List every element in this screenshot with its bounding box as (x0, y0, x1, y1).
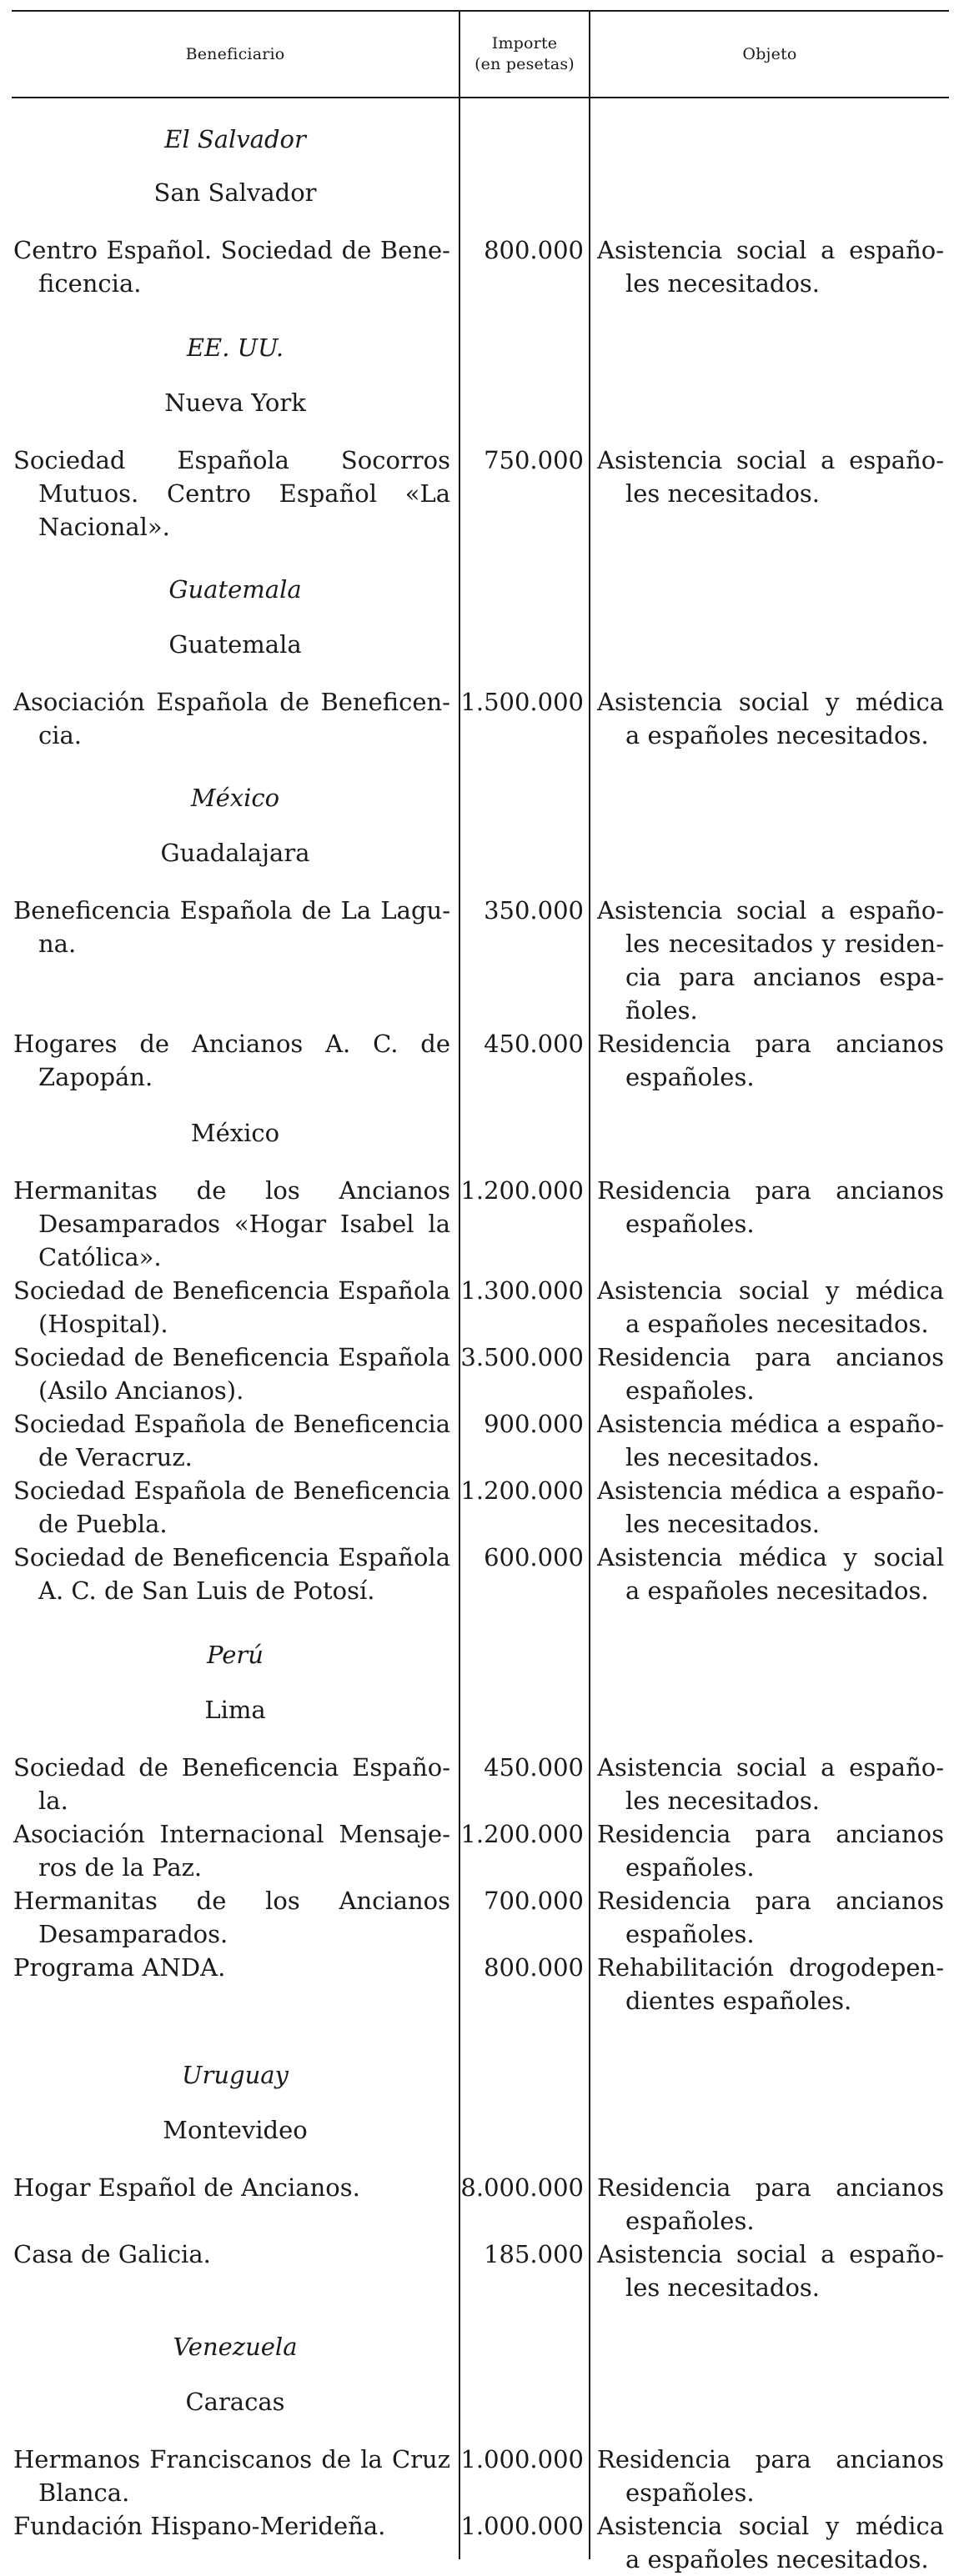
amount-cell: 1.200.000 (460, 1176, 584, 1205)
objeto-line: les necesitados. (625, 1510, 821, 1538)
beneficiary-line: Asociación Española de Beneficen- (13, 688, 450, 716)
beneficiary-line: Sociedad de Beneficencia Española (13, 1343, 450, 1371)
beneficiary-line: (Asilo Ancianos). (38, 1376, 244, 1405)
beneficiary-line: Sociedad de Beneficencia Española (13, 1276, 450, 1305)
beneficiary-line: Nacional». (38, 513, 170, 541)
beneficiary-line: de Puebla. (38, 1510, 168, 1538)
objeto-line: Residencia para ancianos (597, 1176, 944, 1205)
objeto-line: españoles. (625, 2207, 755, 2235)
beneficiary-line: ficencia. (38, 269, 142, 298)
objeto-line: Asistencia médica y social (597, 1543, 944, 1571)
beneficiary-line: (Hospital). (38, 1310, 168, 1338)
objeto-line: a españoles necesitados. (625, 1576, 929, 1605)
beneficiary-cell (13, 1274, 450, 1341)
beneficiary-line: na. (38, 930, 77, 958)
city-heading: Caracas (185, 2388, 285, 2416)
city-heading: Montevideo (163, 2116, 308, 2144)
objeto-cell (597, 1951, 944, 2017)
beneficiary-cell (13, 1174, 450, 1274)
objeto-cell (597, 1541, 944, 1607)
country-heading: El Salvador (164, 125, 306, 153)
beneficiary-cell (13, 233, 450, 300)
objeto-cell (597, 1751, 944, 1817)
beneficiary-line: Beneficencia Española de La Lagu- (13, 896, 450, 925)
objeto-line: Residencia para ancianos (597, 1343, 944, 1371)
beneficiary-line: Sociedad de Beneficencia Española (13, 1543, 450, 1571)
amount-cell: 700.000 (484, 1887, 584, 1915)
objeto-cell (597, 1474, 944, 1541)
beneficiary-cell (13, 1884, 450, 1951)
beneficiary-cell (13, 2509, 450, 2543)
beneficiary-line: Sociedad de Beneficencia Españo- (13, 1753, 450, 1782)
objeto-cell (597, 1027, 944, 1094)
beneficiary-line: Hogares de Ancianos A. C. de (13, 1030, 450, 1058)
beneficiary-cell (13, 894, 450, 960)
city-heading: San Salvador (153, 178, 317, 207)
amount-cell: 1.200.000 (460, 1820, 584, 1848)
beneficiary-line: cia. (38, 721, 83, 749)
beneficiary-cell (13, 1341, 450, 1407)
objeto-line: a españoles necesitados. (625, 2545, 929, 2573)
objeto-line: Residencia para ancianos (597, 2173, 944, 2202)
objeto-line: Residencia para ancianos (597, 1820, 944, 1848)
objeto-line: les necesitados. (625, 479, 821, 508)
objeto-line: dientes españoles. (625, 1987, 852, 2015)
objeto-line: ñoles. (625, 996, 698, 1025)
objeto-line: españoles. (625, 1210, 755, 1238)
beneficiary-line: Desamparados «Hogar Isabel la (38, 1210, 450, 1238)
beneficiary-cell (13, 685, 450, 752)
header-objeto-label: Objeto (742, 44, 797, 63)
header-beneficiario (12, 12, 459, 97)
beneficiary-cell (13, 1027, 450, 1094)
objeto-line: les necesitados y residen- (625, 930, 944, 958)
amount-cell: 1.200.000 (460, 1476, 584, 1505)
beneficiary-line: Mutuos. Centro Español «La (38, 479, 450, 508)
objeto-line: Residencia para ancianos (597, 1030, 944, 1058)
amount-cell: 600.000 (484, 1543, 584, 1571)
beneficiary-line: Sociedad Española Socorros (13, 446, 450, 474)
city-heading: Nueva York (164, 388, 306, 417)
objeto-cell (597, 444, 944, 510)
beneficiary-line: Programa ANDA. (13, 1953, 226, 1982)
city-heading: Guadalajara (160, 839, 310, 867)
objeto-line: Residencia para ancianos (597, 1887, 944, 1915)
amount-cell: 800.000 (484, 1953, 584, 1982)
objeto-line: españoles. (625, 1376, 755, 1405)
objeto-line: Asistencia social a españo- (597, 2240, 944, 2268)
objeto-cell (597, 2443, 944, 2509)
objeto-line: Asistencia social a españo- (597, 896, 944, 925)
header-objeto (590, 12, 949, 97)
amount-cell: 8.000.000 (460, 2173, 584, 2202)
amount-cell: 350.000 (484, 896, 584, 925)
beneficiary-line: Zapopán. (38, 1063, 153, 1091)
beneficiary-line: Hogar Español de Ancianos. (13, 2173, 360, 2202)
objeto-cell (597, 2238, 944, 2304)
beneficiary-line: Católica». (38, 1243, 162, 1271)
amount-cell: 800.000 (484, 236, 584, 264)
amount-cell: 1.300.000 (460, 1276, 584, 1305)
objeto-line: Asistencia médica a españo- (597, 1476, 944, 1505)
amount-cell: 3.500.000 (460, 1343, 584, 1371)
header-importe (460, 12, 589, 97)
objeto-cell (597, 1174, 944, 1240)
beneficiary-line: Centro Español. Sociedad de Bene- (13, 236, 450, 264)
objeto-line: españoles. (625, 1920, 755, 1948)
city-heading: México (190, 1119, 280, 1147)
header-importe-unit: (en pesetas) (474, 55, 575, 73)
city-heading: Lima (204, 1696, 266, 1724)
amount-cell: 900.000 (484, 1410, 584, 1438)
amount-cell: 1.000.000 (460, 2445, 584, 2473)
beneficiary-cell (13, 2171, 450, 2204)
amount-cell: 185.000 (484, 2240, 584, 2268)
objeto-cell (597, 233, 944, 300)
amount-cell: 750.000 (484, 446, 584, 474)
objeto-line: Rehabilitación drogodepen- (597, 1953, 944, 1982)
amount-cell: 450.000 (484, 1030, 584, 1058)
beneficiary-cell (13, 1474, 450, 1541)
city-heading: Guatemala (168, 630, 302, 659)
country-heading: EE. UU. (186, 333, 284, 362)
header-beneficiario-label: Beneficiario (185, 44, 285, 63)
objeto-line: Residencia para ancianos (597, 2445, 944, 2473)
beneficiary-line: Blanca. (38, 2478, 130, 2507)
objeto-line: españoles. (625, 2478, 755, 2507)
country-heading: Uruguay (182, 2061, 289, 2089)
beneficiary-line: Asociación Internacional Mensaje- (13, 1820, 450, 1848)
beneficiary-cell (13, 2443, 450, 2509)
beneficiary-line: A. C. de San Luis de Potosí. (38, 1576, 375, 1605)
beneficiary-line: Hermanitas de los Ancianos (13, 1887, 450, 1915)
beneficiary-cell (13, 1817, 450, 1884)
amount-cell: 450.000 (484, 1753, 584, 1782)
objeto-line: cia para ancianos espa- (625, 963, 944, 991)
objeto-cell (597, 1341, 944, 1407)
beneficiary-line: Sociedad Española de Beneficencia (13, 1476, 450, 1505)
objeto-line: Asistencia social a españo- (597, 236, 944, 264)
objeto-cell (597, 685, 944, 752)
beneficiary-line: Sociedad Española de Beneficencia (13, 1410, 450, 1438)
beneficiary-cell (13, 2238, 450, 2271)
beneficiary-cell (13, 1951, 450, 1984)
beneficiary-line: ros de la Paz. (38, 1853, 203, 1882)
country-heading: México (190, 784, 280, 812)
beneficiary-line: Hermanos Franciscanos de la Cruz (13, 2445, 450, 2473)
objeto-line: españoles. (625, 1853, 755, 1882)
objeto-line: a españoles necesitados. (625, 1310, 929, 1338)
objeto-line: Asistencia médica a españo- (597, 1410, 944, 1438)
beneficiary-line: la. (38, 1787, 68, 1815)
objeto-cell (597, 1884, 944, 1951)
country-heading: Perú (207, 1641, 264, 1669)
beneficiary-cell (13, 1751, 450, 1817)
objeto-cell (597, 2171, 944, 2238)
objeto-line: les necesitados. (625, 269, 821, 298)
beneficiary-cell (13, 1541, 450, 1607)
country-heading: Venezuela (173, 2333, 298, 2361)
header-importe-label: Importe (491, 34, 558, 53)
objeto-line: les necesitados. (625, 1787, 821, 1815)
objeto-cell (597, 2509, 944, 2576)
objeto-line: Asistencia social y médica (597, 688, 944, 716)
country-heading: Guatemala (168, 575, 302, 604)
objeto-cell (597, 1274, 944, 1341)
objeto-line: a españoles necesitados. (625, 721, 929, 749)
beneficiary-line: Fundación Hispano-Merideña. (13, 2512, 386, 2540)
objeto-cell (597, 1407, 944, 1474)
objeto-line: les necesitados. (625, 1443, 821, 1471)
objeto-line: Asistencia social y médica (597, 1276, 944, 1305)
objeto-line: Asistencia social a españo- (597, 446, 944, 474)
objeto-line: españoles. (625, 1063, 755, 1091)
beneficiary-line: Desamparados. (38, 1920, 228, 1948)
beneficiary-line: de Veracruz. (38, 1443, 193, 1471)
beneficiary-line: Casa de Galicia. (13, 2240, 211, 2268)
beneficiary-line: Hermanitas de los Ancianos (13, 1176, 450, 1205)
amount-cell: 1.500.000 (460, 688, 584, 716)
objeto-line: Asistencia social y médica (597, 2512, 944, 2540)
objeto-cell (597, 894, 944, 1027)
objeto-line: les necesitados. (625, 2273, 821, 2302)
objeto-line: Asistencia social a españo- (597, 1753, 944, 1782)
amount-cell: 1.000.000 (460, 2512, 584, 2540)
table-header-rule (12, 97, 949, 98)
beneficiary-cell (13, 444, 450, 544)
column-divider-2 (589, 10, 590, 2559)
beneficiary-cell (13, 1407, 450, 1474)
objeto-cell (597, 1817, 944, 1884)
